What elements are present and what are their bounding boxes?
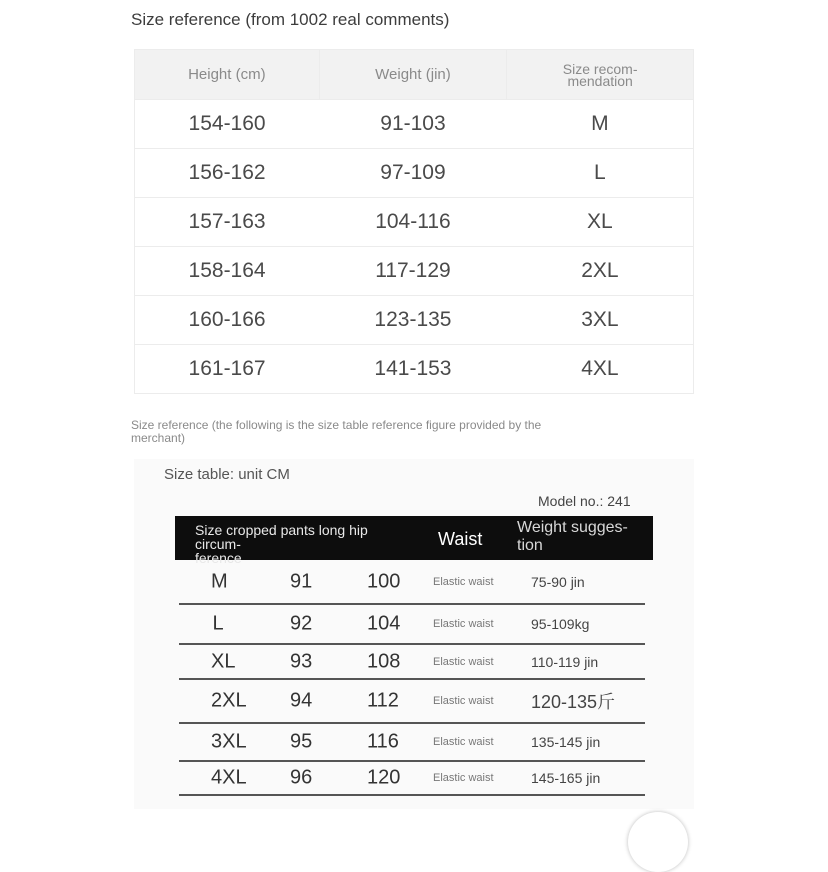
table-row — [135, 149, 694, 198]
height-cell: 158-164 — [135, 247, 320, 296]
waist-cell: Elastic waist — [433, 695, 494, 707]
size-cell: M — [507, 100, 694, 149]
length-cell: 94 — [290, 689, 313, 712]
waist-cell: Elastic waist — [433, 618, 494, 630]
size-cell: 4XL — [507, 345, 694, 394]
table-row — [135, 345, 694, 394]
header-weight: Weight (jin) — [319, 50, 507, 100]
length-cell: 93 — [290, 650, 313, 672]
weight-cell: 104-116 — [319, 198, 507, 247]
size-cell: 3XL — [211, 730, 247, 753]
header-col1-line1: Size cropped pants long hip circum- — [195, 522, 368, 552]
table-row — [179, 560, 645, 605]
table-row — [179, 680, 645, 724]
waist-cell: Elastic waist — [433, 736, 494, 748]
table-row — [179, 605, 645, 645]
table-row — [179, 645, 645, 680]
size-cell: 3XL — [507, 296, 694, 345]
size-reference-title: Size reference (from 1002 real comments) — [131, 10, 450, 29]
size-cell: 2XL — [507, 247, 694, 296]
length-cell: 95 — [290, 730, 313, 753]
hip-cell: 108 — [367, 650, 401, 672]
size-table-title: Size table: unit CM — [164, 466, 290, 483]
header-size-recommendation — [507, 50, 694, 100]
table-row — [135, 100, 694, 149]
size-cell: XL — [507, 198, 694, 247]
header-rec-line2: mendation — [567, 72, 633, 89]
header-size-length-hip — [195, 523, 415, 565]
header-weight-suggestion — [517, 519, 647, 555]
table-row — [135, 247, 694, 296]
hip-cell: 100 — [367, 570, 401, 592]
size-cell: L — [507, 149, 694, 198]
header-height: Height (cm) — [135, 50, 320, 100]
corner-circle-decoration — [628, 812, 688, 872]
size-cell: M — [211, 570, 228, 592]
hip-cell: 104 — [367, 612, 401, 635]
table-row — [135, 296, 694, 345]
weight-cell: 135-145 jin — [531, 734, 601, 750]
size-reference-table — [134, 49, 694, 394]
header-rec-line1: Size recom- — [562, 60, 638, 77]
size-cell: XL — [211, 650, 236, 672]
hip-cell: 116 — [367, 730, 399, 753]
model-number: Model no.: 241 — [538, 493, 631, 509]
merchant-title-line1: Size reference (the following is the size table reference figure provided by the — [131, 418, 542, 432]
table-header-row — [135, 50, 694, 100]
weight-cell: 141-153 — [319, 345, 507, 394]
size-table-header — [175, 516, 653, 566]
weight-cell: 145-165 jin — [531, 770, 601, 786]
length-cell: 92 — [290, 612, 313, 635]
size-cell: 2XL — [211, 689, 247, 712]
hip-cell: 120 — [367, 766, 401, 789]
waist-cell: Elastic waist — [433, 575, 494, 588]
header-weight-line2: tion — [517, 537, 543, 554]
size-cell: L — [212, 612, 224, 635]
length-cell: 96 — [290, 766, 313, 789]
waist-cell: Elastic waist — [433, 772, 494, 784]
merchant-title-line2: merchant) — [131, 431, 186, 445]
height-cell: 154-160 — [135, 100, 320, 149]
height-cell: 160-166 — [135, 296, 320, 345]
waist-cell: Elastic waist — [433, 655, 494, 668]
size-cell: 4XL — [211, 766, 247, 789]
weight-cell: 120-135斤 — [531, 692, 616, 712]
header-col1-line2: ference — [195, 550, 242, 566]
weight-cell: 117-129 — [319, 247, 507, 296]
header-waist: Waist — [438, 529, 483, 549]
weight-cell: 95-109kg — [531, 616, 590, 632]
height-cell: 156-162 — [135, 149, 320, 198]
height-cell: 157-163 — [135, 198, 320, 247]
table-row — [135, 198, 694, 247]
height-cell: 161-167 — [135, 345, 320, 394]
merchant-size-reference-title — [131, 419, 551, 445]
hip-cell: 112 — [367, 689, 399, 712]
weight-cell: 97-109 — [319, 149, 507, 198]
weight-cell: 91-103 — [319, 100, 507, 149]
header-weight-line1: Weight sugges- — [517, 519, 628, 536]
length-cell: 91 — [290, 570, 313, 592]
table-row — [179, 724, 645, 762]
table-row — [179, 762, 645, 796]
merchant-size-table-panel — [134, 459, 694, 809]
weight-cell: 110-119 jin — [531, 653, 599, 670]
weight-cell: 123-135 — [319, 296, 507, 345]
weight-cell: 75-90 jin — [531, 573, 585, 590]
